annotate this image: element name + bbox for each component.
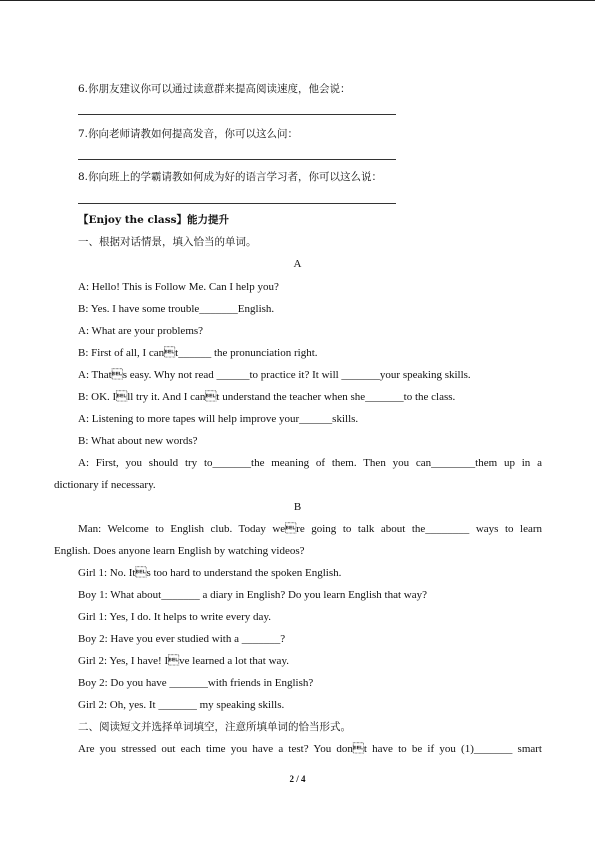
answer-line-6 <box>78 114 396 115</box>
dialogue-b-first-line-cont: English. Does anyone learn English by watching videos? <box>54 545 305 557</box>
dialogue-b-heading: B <box>293 501 302 513</box>
dialogue-b-line: Girl 1: Yes, I do. It helps to write every day. <box>78 611 271 623</box>
answer-line-8 <box>78 203 396 204</box>
dialogue-a-line: A: Listening to more tapes will help improve your______skills. <box>78 413 359 425</box>
part2-instruction: 二、阅读短文并选择单词填空，注意所填单词的恰当形式。 <box>78 721 351 733</box>
part1-instruction: 一、根据对话情景，填入恰当的单词。 <box>78 236 257 248</box>
dialogue-a-line: A: Hello! This is Follow Me. Can I help you? <box>78 281 279 293</box>
dialogue-b-line: Boy 2: Do you have _______with friends in English? <box>78 677 314 689</box>
question-7: 7.你向老师请教如何提高发音，你可以这么问： <box>78 128 299 140</box>
dialogue-a-last-line: A: First, you should try to_______the meaning of them. Then you can________them up in a <box>78 457 542 469</box>
answer-line-7 <box>78 159 396 160</box>
dialogue-a-line: A: Thats easy. Why not read ______to practice it? It will _______your speaking skills. <box>78 369 471 381</box>
dialogue-a-line: B: Yes. I have some trouble_______English. <box>78 303 275 315</box>
section-title <box>78 213 229 227</box>
dialogue-b-line: Girl 2: Yes, I have! Ive learned a lot that way. <box>78 655 289 667</box>
page-top-border <box>0 0 595 1</box>
dialogue-a-line: A: What are your problems? <box>78 325 204 337</box>
page-number: 2 / 4 <box>289 774 306 784</box>
dialogue-b-line: Boy 2: Have you ever studied with a _______? <box>78 633 286 645</box>
dialogue-a-heading: A <box>293 258 302 270</box>
dialogue-a-line: B: First of all, I cant______ the pronunciation right. <box>78 347 318 359</box>
section-title-bold: 【Enjoy the class】 <box>78 214 188 226</box>
dialogue-b-line: Boy 1: What about_______ a diary in English? Do you learn English that way? <box>78 589 427 601</box>
dialogue-b-first-line: Man: Welcome to English club. Today were going to talk about the________ ways to learn <box>78 523 542 535</box>
dialogue-a-line: B: OK. Ill try it. And I cant understand the teacher when she_______to the class. <box>78 391 456 403</box>
dialogue-a-last-line-cont: dictionary if necessary. <box>54 479 156 491</box>
section-title-rest: 能力提升 <box>187 214 230 226</box>
dialogue-b-line: Girl 2: Oh, yes. It _______ my speaking skills. <box>78 699 285 711</box>
dialogue-a-line: B: What about new words? <box>78 435 198 447</box>
question-6: 6.你朋友建议你可以通过读意群来提高阅读速度，他会说： <box>78 83 351 95</box>
passage-first-line: Are you stressed out each time you have a test? You dont have to be if you (1)_______ smart <box>78 743 542 755</box>
question-8: 8.你向班上的学霸请教如何成为好的语言学习者，你可以这么说： <box>78 171 383 183</box>
dialogue-b-line: Girl 1: No. Its too hard to understand the spoken English. <box>78 567 342 579</box>
